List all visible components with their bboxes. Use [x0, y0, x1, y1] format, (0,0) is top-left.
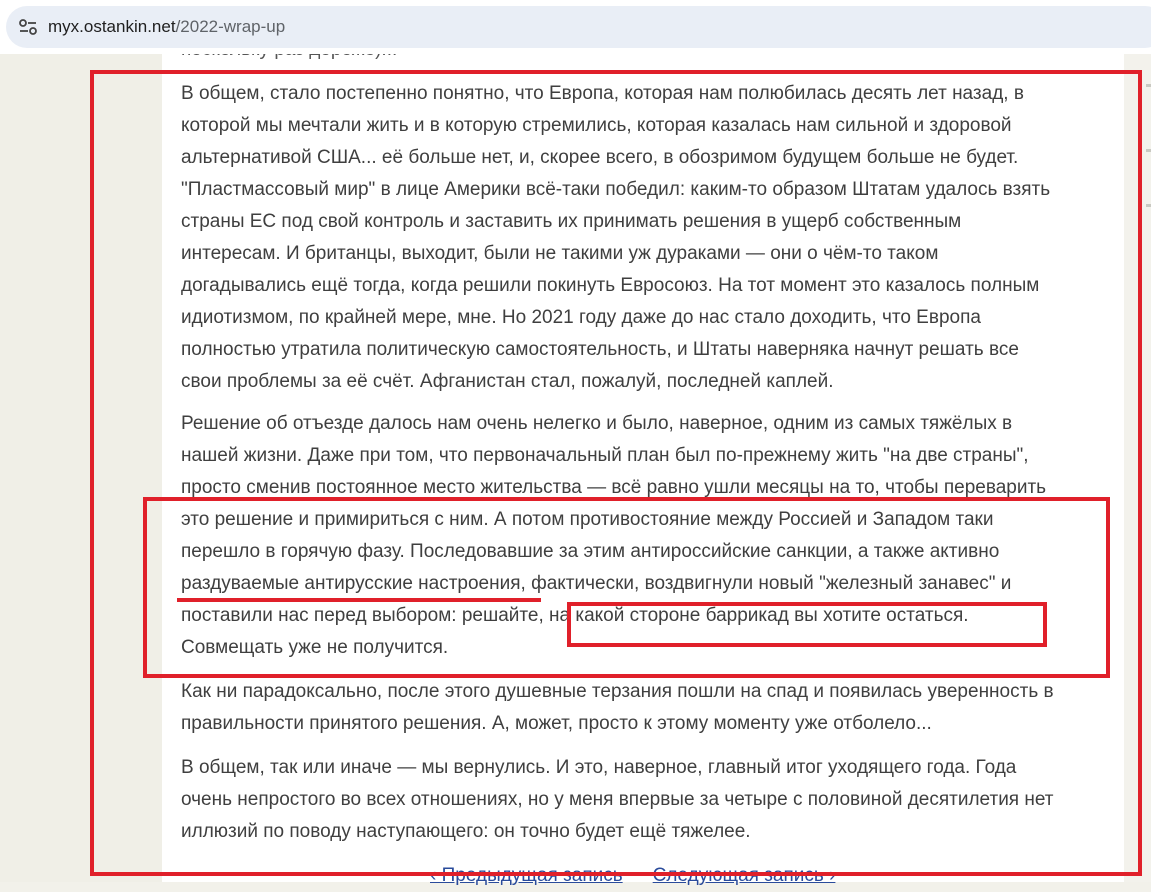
text-line: очень непростого во всех отношениях, но у меня впервые за четыре с половиной десятилетия нет [181, 789, 1054, 810]
text-line: просто сменив постоянное место жительства — всё равно ушли месяцы на то, чтобы переварить [181, 477, 1047, 498]
url-path: /2022-wrap-up [175, 17, 286, 36]
text-line: догадывались ещё тогда, когда решили покинуть Евросоюз. На тот момент это казалось полным [181, 275, 1040, 296]
next-post-link[interactable]: Следующая запись › [652, 865, 836, 886]
text-line: правильности принятого решения. А, может, просто к этому моменту уже отболело... [181, 713, 932, 734]
url-host: myx.ostankin.net [48, 17, 176, 36]
text-line: нашей жизни. Даже при том, что первоначальный план был по-прежнему жить "на две страны", [181, 445, 1029, 466]
text-line: полностью утратила политическую самостоятельность, и Штаты наверняка начнут решать все [181, 339, 1019, 360]
text-line: альтернативой США... её больше нет, и, скорее всего, в обозримом будущем больше не будет. [181, 147, 1019, 168]
text-line: перешло в горячую фазу. Последовавшие за этим антироссийские санкции, а также активно [181, 541, 1000, 562]
text-line: иллюзий по поводу наступающего: он точно будет ещё тяжелее. [181, 821, 751, 842]
text-line: поставили нас перед выбором: решайте, на какой стороне баррикад вы хотите остаться. [181, 605, 969, 626]
previous-post-link[interactable]: ‹ Предыдущая запись [430, 865, 623, 886]
tune-icon[interactable] [19, 19, 37, 35]
annotation-phrase-box [567, 602, 1047, 647]
url-text[interactable] [48, 16, 285, 38]
annotation-highlight-box [143, 497, 1110, 678]
text-line: это решение и примириться с ним. А потом противостояние между Россией и Западом таки [181, 509, 994, 530]
browser-toolbar [0, 0, 1151, 54]
text-line: которой мы мечтали жить и в которую стремились, которая казалась нам сильной и здоровой [181, 115, 1012, 136]
text-line: В общем, так или иначе — мы вернулись. И это, наверное, главный итог уходящего года. Года [181, 757, 1017, 778]
text-line: интересам. И британцы, выходит, были не такими уж дураками — они о чём-то таком [181, 243, 939, 264]
text-line: Как ни парадоксально, после этого душевные терзания пошли на спад и появилась уверенность в [181, 681, 1054, 702]
annotation-underline [177, 598, 541, 602]
text-line: В общем, стало постепенно понятно, что Европа, которая нам полюбилась десять лет назад, в [181, 83, 1024, 104]
annotation-outer-box [90, 70, 1142, 876]
text-line: свои проблемы за её счёт. Афганистан стал, пожалуй, последней каплей. [181, 371, 834, 392]
text-line: Совмещать уже не получится. [181, 637, 449, 658]
text-line: раздуваемые антирусские настроения, фактически, воздвигнули новый "железный занавес" и [181, 573, 1012, 594]
text-line: идиотизмом, по крайней мере, мне. Но 2021 году даже до нас стало доходить, что Европа [181, 307, 981, 328]
address-bar[interactable] [6, 6, 1151, 48]
text-line: "Пластмассовый мир" в лице Америки всё-таки победил: каким-то образом Штатам удалось взять [181, 179, 1051, 200]
text-line: страны ЕС под свой контроль и заставить их принимать решения в ущерб собственным [181, 211, 962, 232]
text-line: Решение об отъезде далось нам очень нелегко и было, наверное, одним из самых тяжёлых в [181, 413, 1013, 434]
